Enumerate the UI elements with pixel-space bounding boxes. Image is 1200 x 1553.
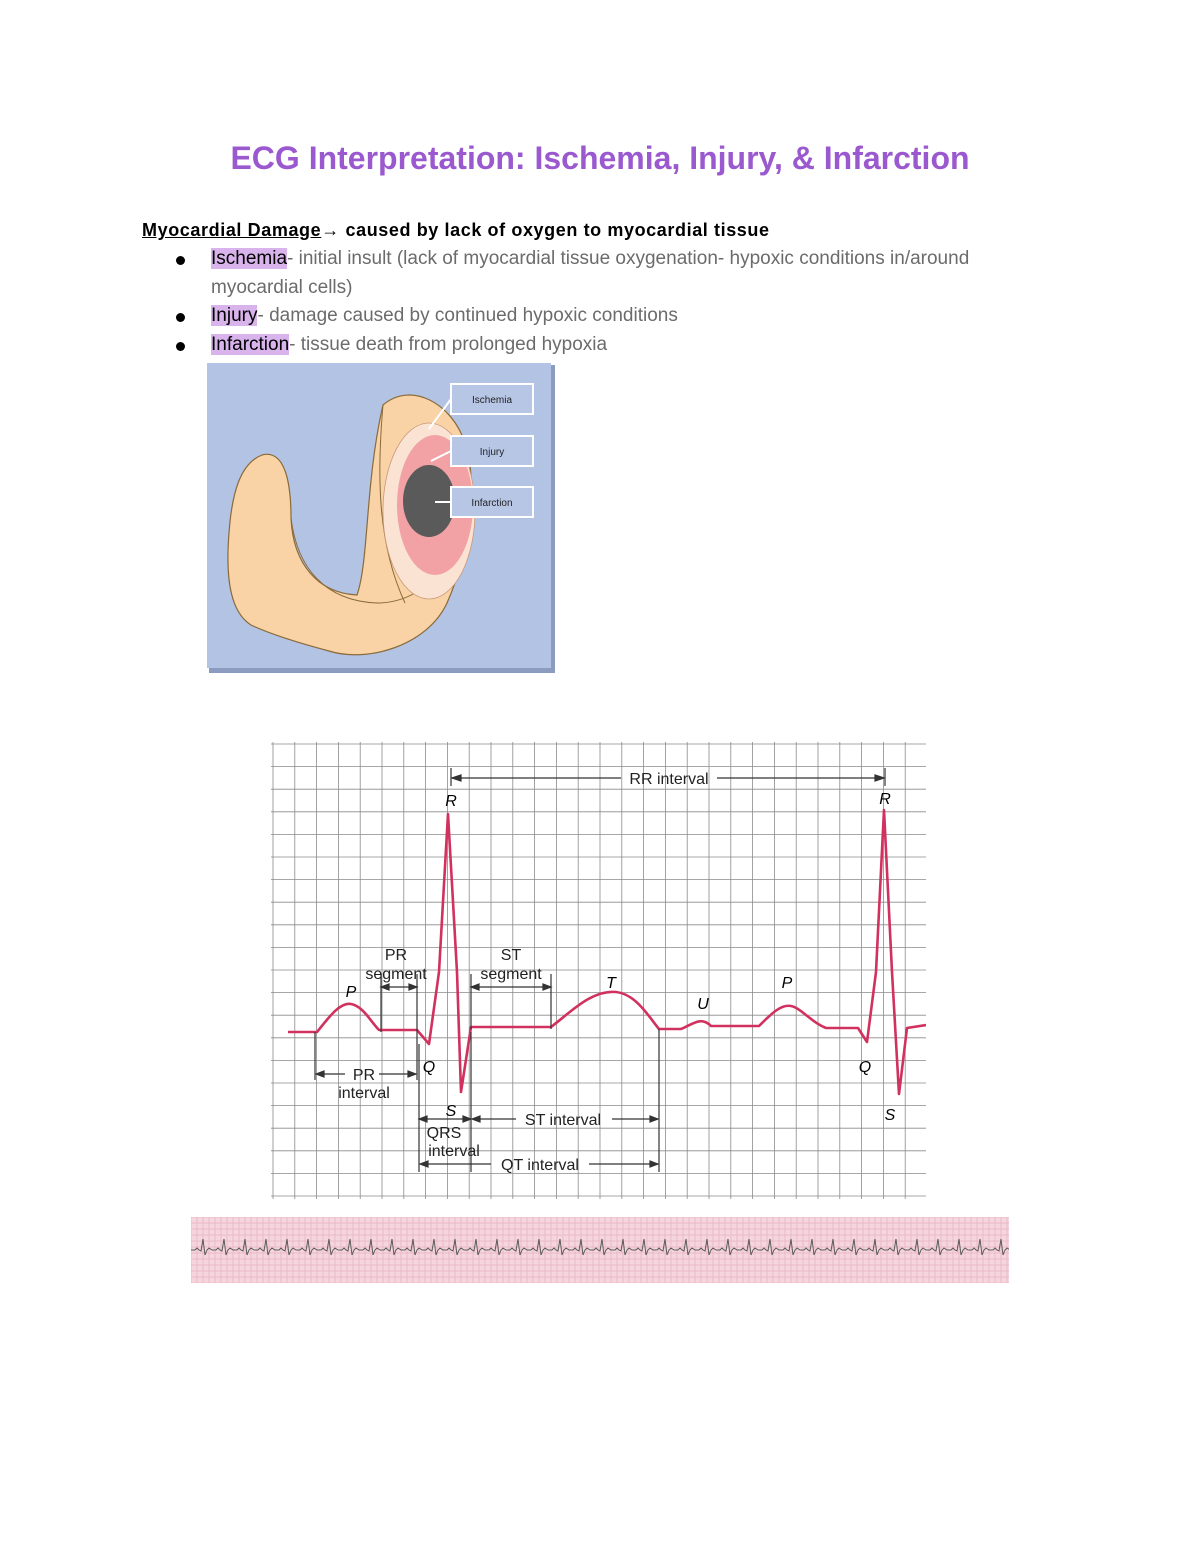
q-wave-label: Q [422,1059,436,1076]
r-wave-2-label: R [879,791,891,808]
rr-interval-label: RR interval [629,771,709,788]
r-wave-label: R [445,793,457,810]
term-infarction: Infarction [211,333,290,355]
pr-segment-label-1: PR [384,947,408,964]
bullet-icon [176,342,185,351]
pr-segment-label-2: segment [365,966,427,983]
infarction-label: Infarction [471,498,513,509]
qrs-interval-label-2: interval [428,1143,480,1160]
bullet-icon [176,313,185,322]
term-ischemia: Ischemia [211,248,288,269]
p-wave-label: P [345,984,357,1001]
definition-infarction: - tissue death from prolonged hypoxia [289,333,608,355]
section-heading [142,220,770,241]
ecg-waveform-diagram [271,742,926,1199]
list-item [172,302,1002,331]
st-interval-label: ST interval [524,1112,602,1129]
s-wave-2-label: S [884,1107,896,1124]
qrs-interval-label-1: QRS [426,1125,462,1142]
injury-label: Injury [479,447,505,458]
ischemia-label: Ischemia [471,395,513,406]
section-heading-rest: → caused by lack of oxygen to myocardial tissue [321,220,770,240]
myocardial-damage-illustration [207,363,555,673]
q-wave-2-label: Q [858,1059,872,1076]
section-heading-term: Myocardial Damage [142,220,322,240]
pr-interval-label-1: PR [352,1067,376,1084]
page-title: ECG Interpretation: Ischemia, Injury, & Infarction [230,140,970,176]
qt-interval-label: QT interval [501,1157,579,1174]
t-wave-label: T [606,975,616,992]
st-segment-label-1: ST [500,947,522,964]
p-wave-2-label: P [781,975,793,992]
ecg-rhythm-strip [191,1217,1009,1283]
st-segment-label-2: segment [480,966,542,983]
damage-list [172,245,1002,359]
definition-ischemia: - initial insult (lack of myocardial tissue oxygenation- hypoxic conditions in/around myocardial cells) [211,248,970,298]
u-wave-label: U [697,996,709,1013]
list-item [172,245,1002,302]
pr-interval-label-2: interval [338,1085,390,1102]
definition-injury: - damage caused by continued hypoxic conditions [257,305,678,326]
s-wave-label: S [445,1103,457,1120]
list-item [172,331,1002,360]
bullet-icon [176,256,185,265]
term-injury: Injury [211,305,258,326]
